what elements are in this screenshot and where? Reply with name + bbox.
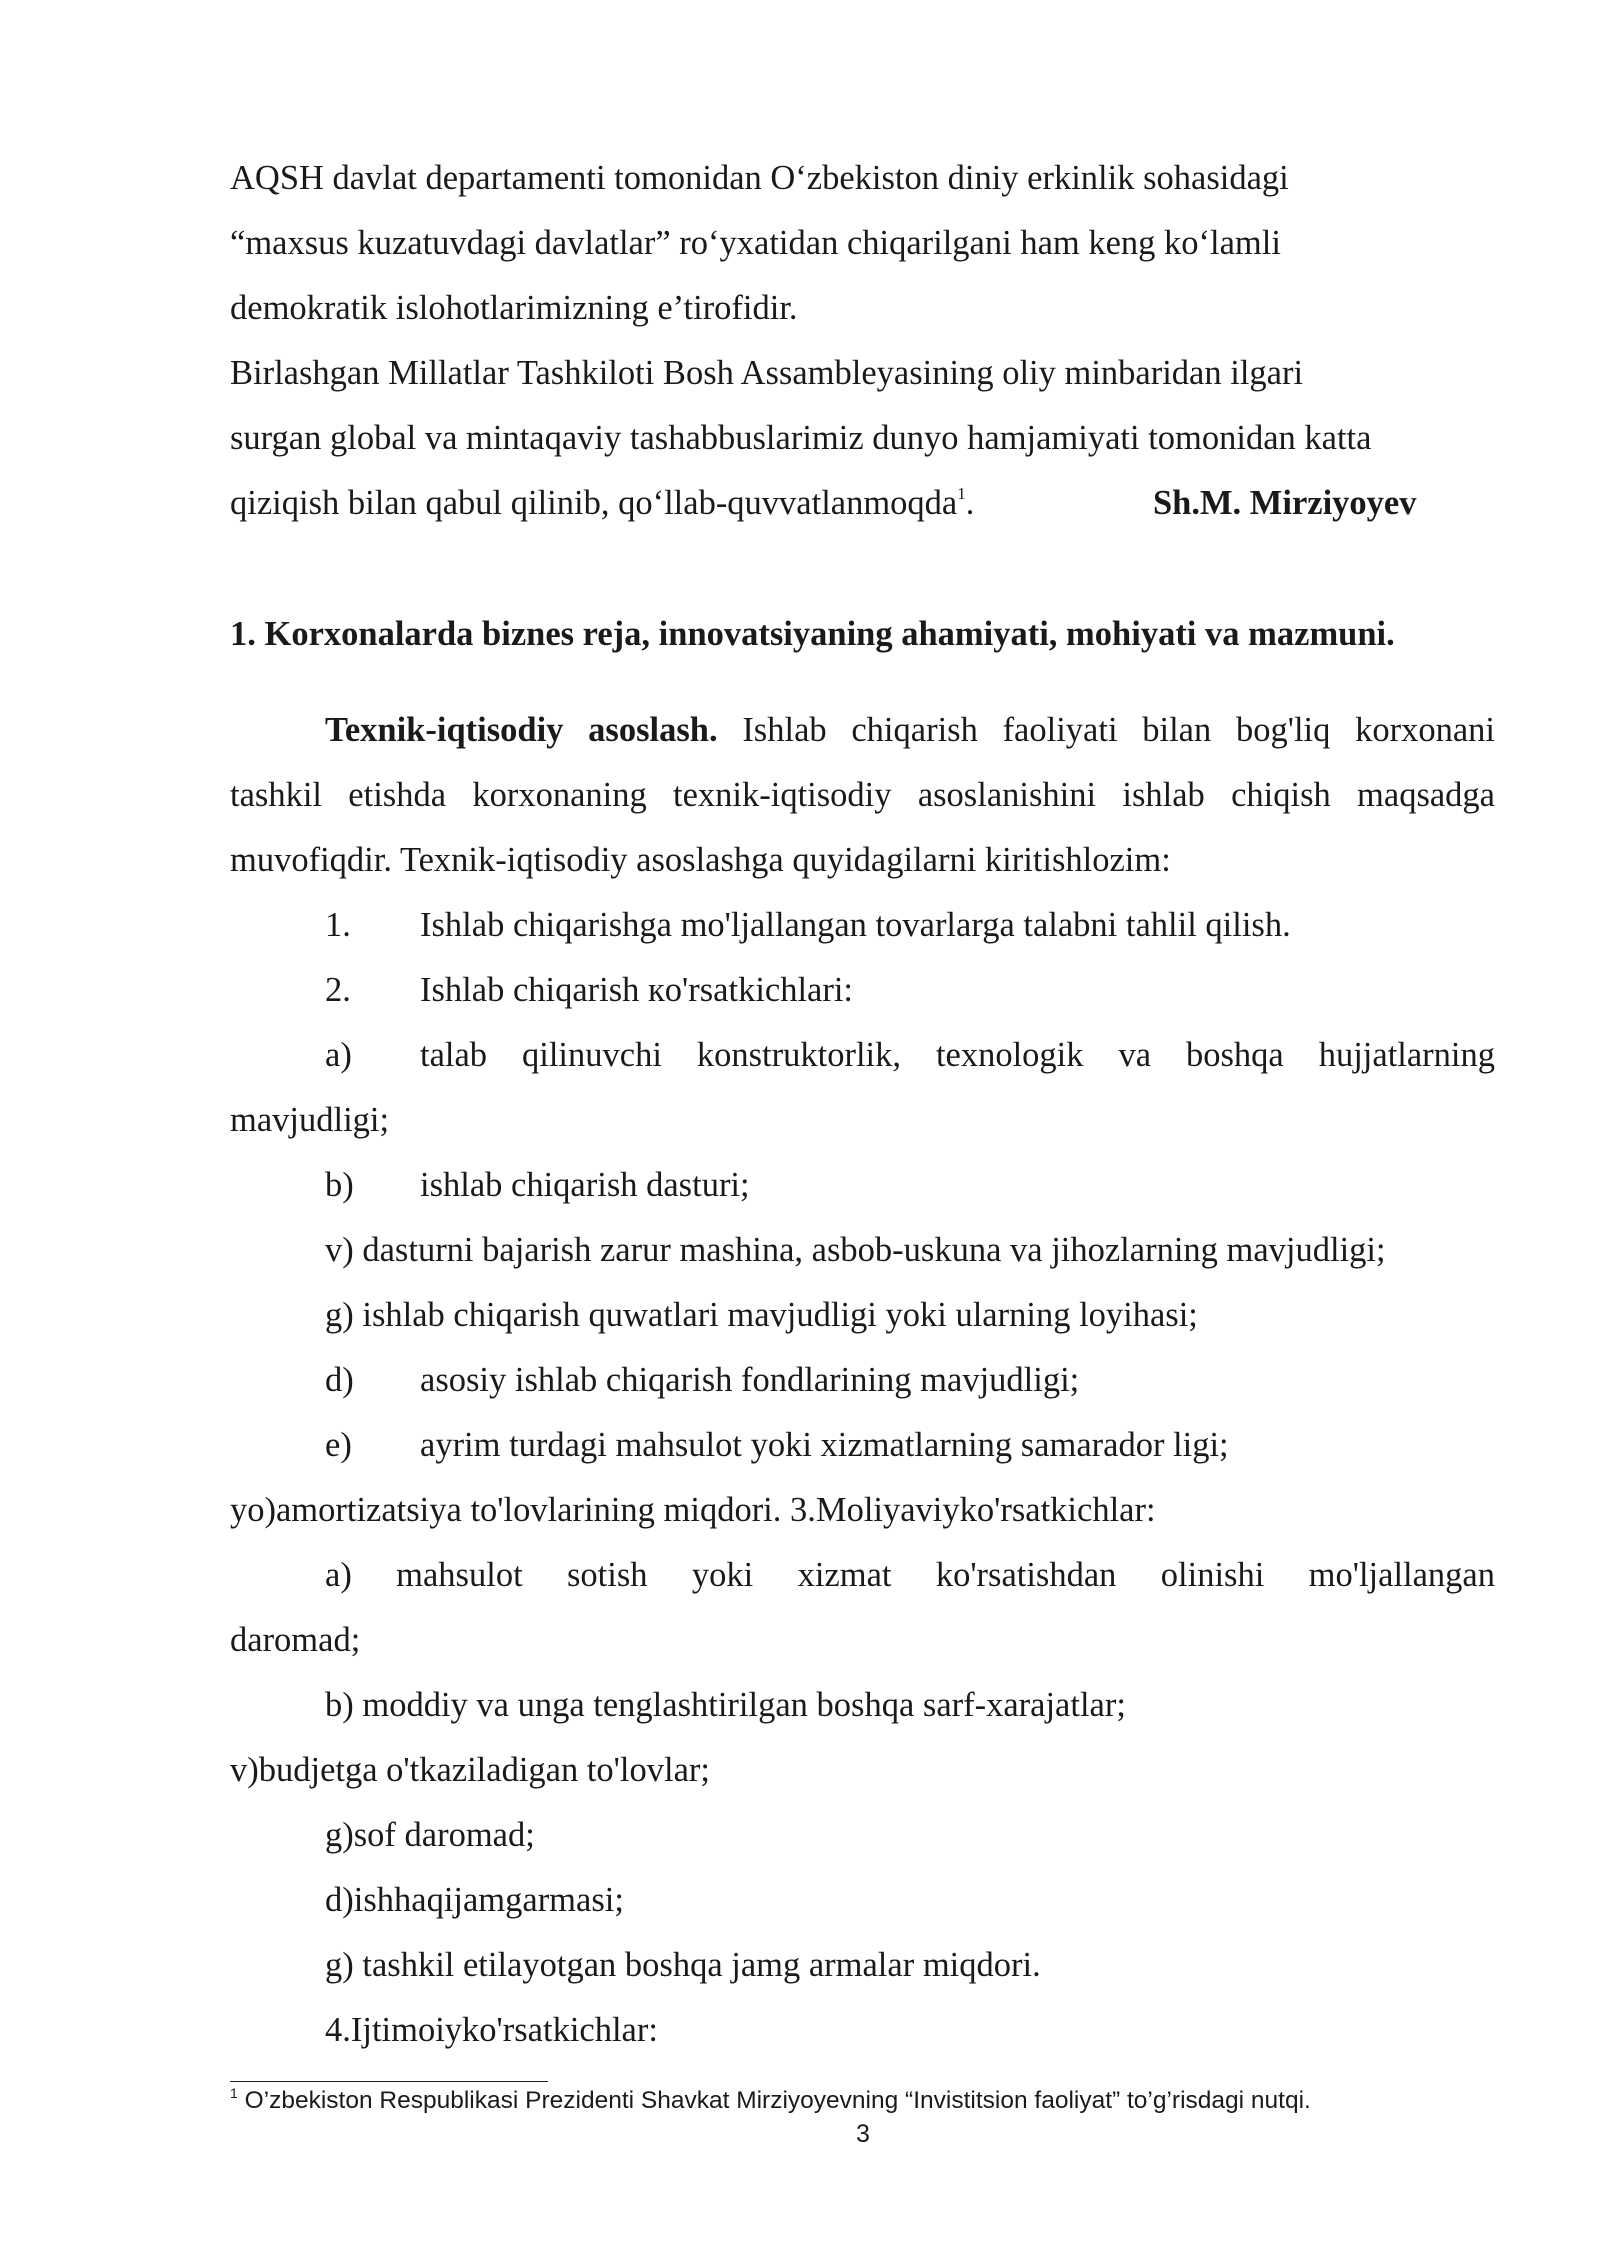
footnote-reference[interactable]: 1: [957, 484, 966, 503]
list-item-a-continuation: mavjudligi;: [230, 1101, 390, 1139]
list-text: ayrim turdagi mahsulot yoki xizmatlarning samarador ligi;: [420, 1426, 1229, 1464]
page-number: 3: [856, 2120, 870, 2148]
list-marker: 2.: [325, 971, 351, 1009]
list-item-e: [325, 1428, 1229, 1463]
para-line-3: muvofiqdir. Texnik-iqtisodiy asoslashga quyidagilarni kiritishlozim:: [230, 841, 1171, 879]
para-lead-bold: Texnik-iqtisodiy asoslash.: [325, 711, 718, 749]
section-heading: 1. Korxonalarda biznes reja, innovatsiyaning ahamiyati, mohiyati va mazmuni.: [230, 615, 1395, 653]
fin-item-a-continuation: daromad;: [230, 1621, 361, 1659]
list-marker: a): [325, 1036, 352, 1074]
intro-line-2: “maxsus kuzatuvdagi davlatlar” ro‘yxatidan chiqarilgani ham keng ko‘lamli: [230, 224, 1281, 262]
list-item-a: [325, 1038, 1495, 1073]
list-text: talab qilinuvchi konstruktorlik, texnologik va boshqa hujjatlarning: [420, 1036, 1495, 1074]
author-signature: Sh.M. Mirziyoyev: [1153, 484, 1417, 522]
fin-item-g: g)sof daromad;: [325, 1816, 535, 1854]
list-item-v: v) dasturni bajarish zarur mashina, asbob-uskuna va jihozlarning mavjudligi;: [325, 1231, 1386, 1269]
list-marker: 1.: [325, 906, 351, 944]
intro-line-6-end: .: [965, 484, 975, 522]
list-marker: d): [325, 1361, 354, 1399]
intro-line-6: [230, 486, 974, 521]
intro-line-1: AQSH davlat departamenti tomonidan O‘zbekiston diniy erkinlik sohasidagi: [230, 159, 1289, 197]
list-marker: e): [325, 1426, 352, 1464]
fin-item-g2: g) tashkil etilayotgan boshqa jamg armalar miqdori.: [325, 1946, 1041, 1984]
list-marker: b): [325, 1166, 354, 1204]
list-item-2: [325, 973, 853, 1008]
footnote-divider: [230, 2081, 548, 2082]
list-item-g: g) ishlab chiqarish quwatlari mavjudligi yoki ularning loyihasi;: [325, 1296, 1198, 1334]
intro-line-6-text: qiziqish bilan qabul qilinib, qo‘llab-quvvatlanmoqda: [230, 484, 958, 522]
footnote-text: O’zbekiston Respublikasi Prezidenti Shavkat Mirziyoyevning “Invistitsion faoliyat” to’g’risdagi nutqi.: [237, 2087, 1311, 2114]
intro-line-4: Birlashgan Millatlar Tashkiloti Bosh Assambleyasining oliy minbaridan ilgari: [230, 354, 1304, 392]
list-item-yo: yo)amortizatsiya to'lovlarining miqdori. 3.Moliyaviyko'rsatkichlar:: [230, 1491, 1156, 1529]
list-item-1: [325, 908, 1291, 943]
social-heading: 4.Ijtimoiyko'rsatkichlar:: [325, 2011, 658, 2049]
list-text: Ishlab chiqarishga mo'ljallangan tovarlarga talabni tahlil qilish.: [420, 906, 1291, 944]
list-item-b: [325, 1168, 750, 1203]
intro-line-3: demokratik islohotlarimizning e’tirofidir.: [230, 289, 798, 327]
footnote-marker: 1: [230, 2085, 238, 2101]
list-text: Ishlab chiqarish кo'rsatkichlari:: [420, 971, 854, 1009]
list-item-d: [325, 1363, 1079, 1398]
fin-item-b: b) moddiy va unga tenglashtirilgan boshqa sarf-xarajatlar;: [325, 1686, 1126, 1724]
fin-item-d: d)ishhaqijamgarmasi;: [325, 1881, 624, 1919]
para-line-1: [325, 713, 1495, 748]
intro-line-5: surgan global va mintaqaviy tashabbuslarimiz dunyo hamjamiyati tomonidan katta: [230, 419, 1372, 457]
fin-item-v: v)budjetga o'tkaziladigan to'lovlar;: [230, 1751, 710, 1789]
para-lead-rest: Ishlab chiqarish faoliyati bilan bog'liq korxonani: [717, 711, 1495, 749]
footnote: [230, 2085, 1311, 2114]
list-text: asosiy ishlab chiqarish fondlarining mavjudligi;: [420, 1361, 1080, 1399]
list-text: ishlab chiqarish dasturi;: [420, 1166, 750, 1204]
para-line-2: tashkil etishda korxonaning texnik-iqtisodiy asoslanishini ishlab chiqish maqsadga: [230, 776, 1495, 814]
fin-item-a: a) mahsulot sotish yoki xizmat ko'rsatishdan olinishi mo'ljallangan: [325, 1556, 1495, 1594]
